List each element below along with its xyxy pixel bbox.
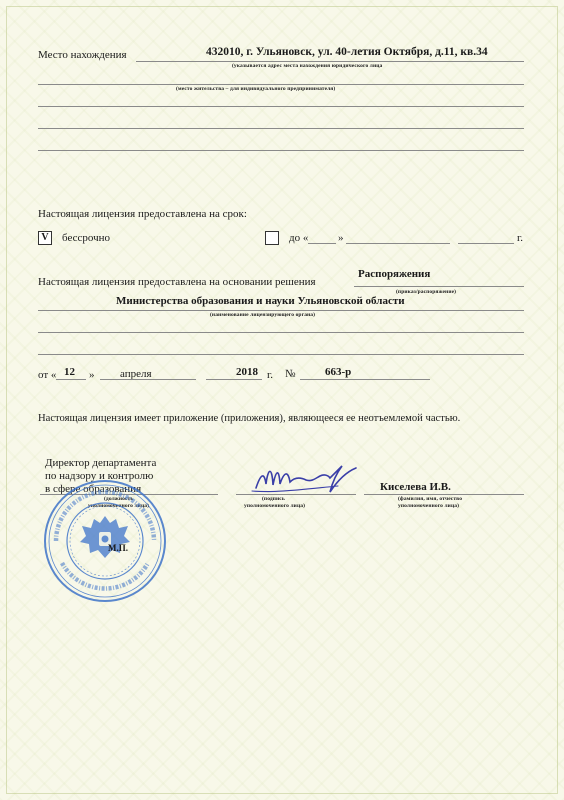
basis-authority-hint: (наименование лицензирующего органа) bbox=[210, 312, 316, 318]
location-label: Место нахождения bbox=[38, 49, 127, 61]
location-line bbox=[136, 61, 524, 62]
blank-line bbox=[38, 332, 524, 333]
name-line bbox=[364, 494, 524, 495]
blank-line bbox=[38, 106, 524, 107]
date-day-line bbox=[56, 379, 86, 380]
official-stamp bbox=[42, 478, 168, 604]
position-line-2: по надзору и контролю bbox=[45, 470, 154, 482]
location-hint-individual: (место жительства – для индивидуального предпринимателя) bbox=[176, 86, 336, 92]
until-label: до « bbox=[289, 232, 309, 244]
basis-document-hint: (приказ/распоряжение) bbox=[396, 289, 457, 295]
until-month-line bbox=[346, 243, 450, 244]
until-day-line bbox=[308, 243, 336, 244]
basis-doc-line bbox=[354, 286, 524, 287]
unlimited-checkbox: V bbox=[38, 231, 52, 245]
date-year-line bbox=[206, 379, 262, 380]
signature-hint-2: уполномоченного лица) bbox=[244, 503, 305, 509]
date-from-label: от « bbox=[38, 369, 57, 381]
basis-document-type: Распоряжения bbox=[358, 268, 431, 280]
position-hint-2: уполномоченного лица) bbox=[88, 503, 149, 509]
date-day: 12 bbox=[64, 366, 75, 378]
until-checkbox bbox=[265, 231, 279, 245]
date-year: 2018 bbox=[236, 366, 258, 378]
date-close-quote: » bbox=[89, 369, 95, 381]
position-line-3: в сфере образования bbox=[45, 483, 142, 495]
stamp-place-mark: М.П. bbox=[108, 543, 128, 553]
term-label: Настоящая лицензия предоставлена на срок: bbox=[38, 208, 247, 220]
name-hint-2: уполномоченного лица) bbox=[398, 503, 459, 509]
location-value: 432010, г. Ульяновск, ул. 40-летия Октября, д.11, кв.34 bbox=[206, 46, 488, 58]
position-hint-1: (должность bbox=[104, 496, 134, 502]
annex-text: Настоящая лицензия имеет приложение (приложения), являющееся ее неотъемлемой частью. bbox=[38, 413, 461, 424]
date-month: апреля bbox=[120, 368, 152, 380]
until-close-quote: » bbox=[338, 232, 344, 244]
date-year-suffix: г. bbox=[267, 369, 274, 381]
basis-authority-line bbox=[38, 310, 524, 311]
page-border bbox=[6, 6, 558, 794]
location-line-2 bbox=[38, 84, 524, 85]
number-line bbox=[300, 379, 430, 380]
signature-hint-1: (подпись bbox=[262, 496, 285, 502]
basis-authority: Министерства образования и науки Ульяновской области bbox=[116, 295, 405, 307]
unlimited-label: бессрочно bbox=[62, 232, 111, 244]
number-label: № bbox=[285, 368, 296, 380]
blank-line bbox=[38, 150, 524, 151]
handwritten-signature bbox=[246, 458, 366, 498]
location-hint-legal: (указывается адрес места нахождения юридического лица bbox=[232, 63, 383, 69]
position-line-1: Директор департамента bbox=[45, 457, 157, 469]
date-month-line bbox=[100, 379, 196, 380]
until-year-suffix: г. bbox=[517, 232, 524, 244]
blank-line bbox=[38, 354, 524, 355]
name-hint-1: (фамилия, имя, отчество bbox=[398, 496, 463, 502]
blank-line bbox=[38, 128, 524, 129]
signer-name: Киселева И.В. bbox=[380, 481, 451, 493]
basis-label: Настоящая лицензия предоставлена на основании решения bbox=[38, 276, 316, 288]
number-value: 663-р bbox=[325, 366, 352, 378]
until-year-line bbox=[458, 243, 514, 244]
